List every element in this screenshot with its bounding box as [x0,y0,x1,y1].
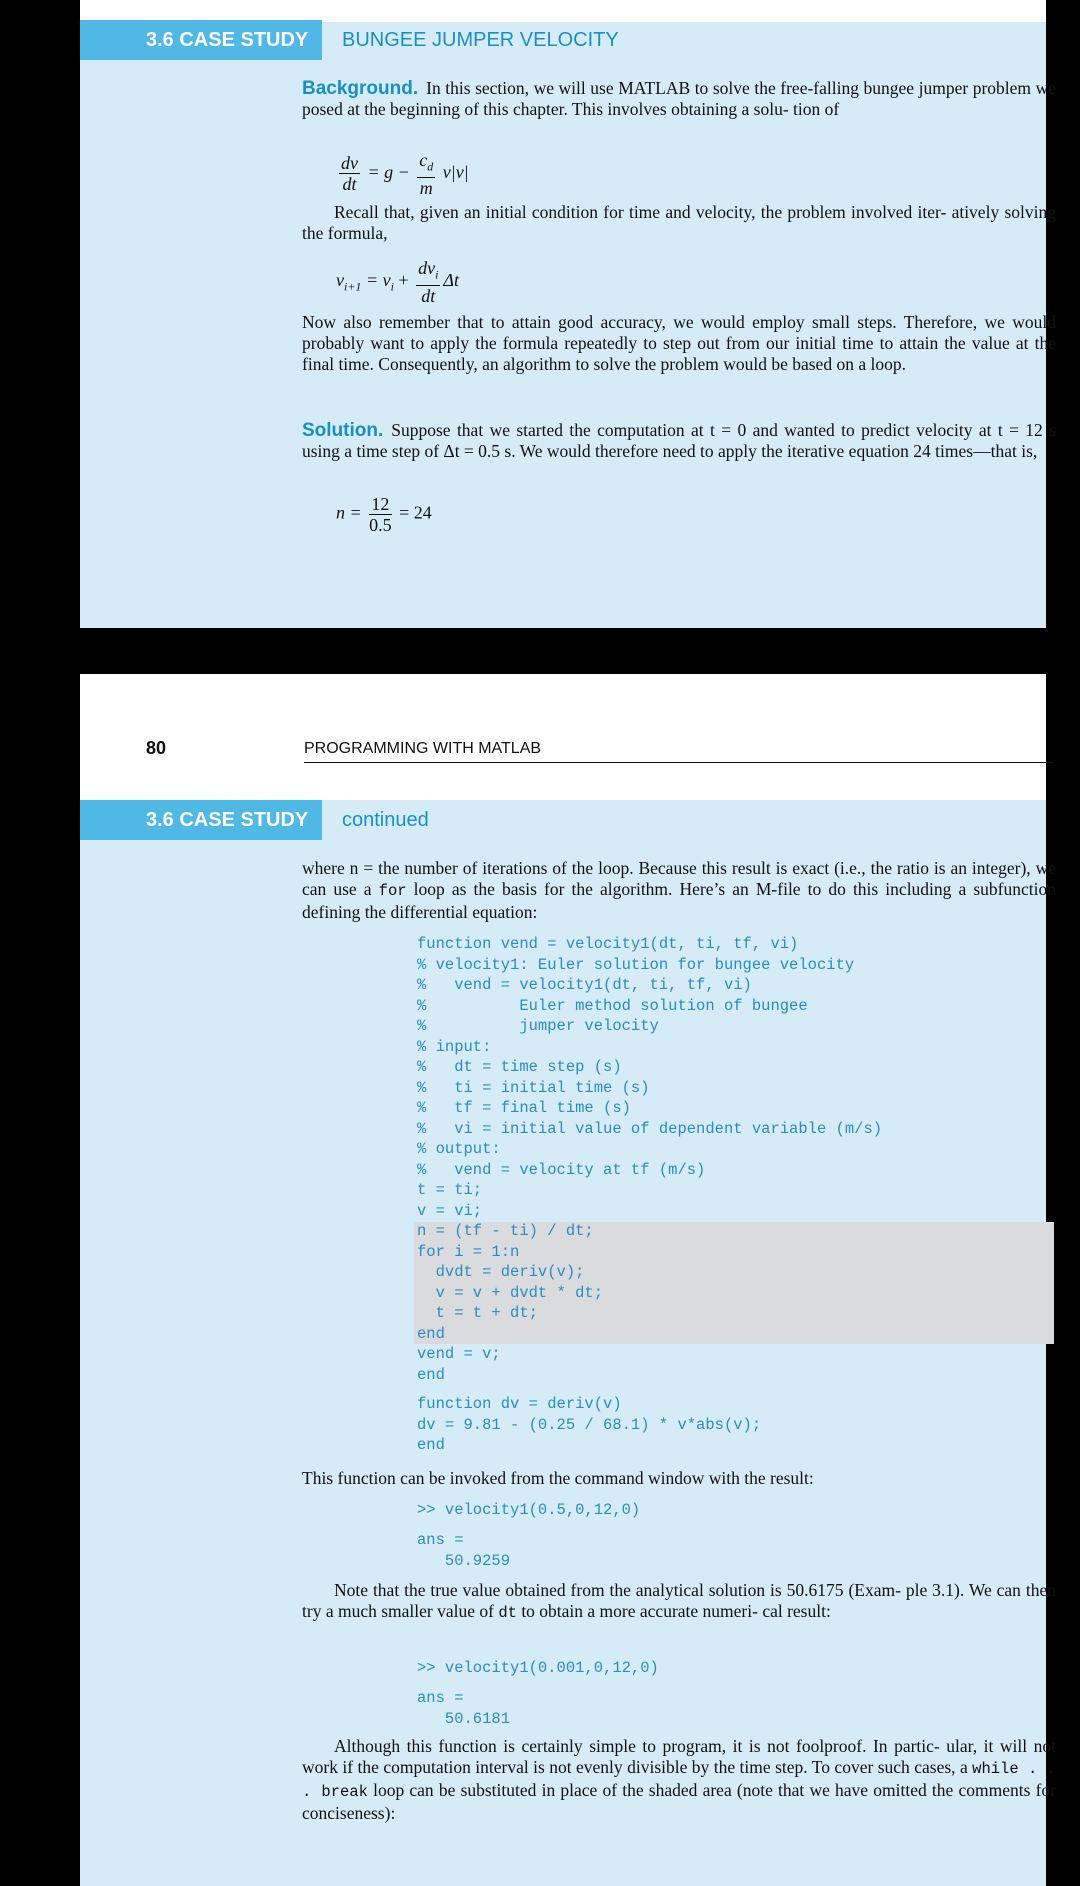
recall-paragraph: Recall that, given an initial condition for time and velocity, the problem involved iter- atively solving the formula, [302,202,1056,243]
top-white-strip [80,0,1046,22]
iterations-paragraph: where n = the number of iterations of the loop. Because this result is exact (i.e., the ratio is an integer), we can use a for loop as the basis for the algorithm. Here’s an M-file to do this including a subfunction defining the differential equation: [302,858,1056,922]
background-text: In this section, we will use MATLAB to solve the free-falling bungee jumper problem we posed at the beginning of this chapter. This involves obtaining a solu- tion of [302,78,1056,119]
command-call-1: >> velocity1(0.5,0,12,0) [417,1501,641,1519]
solution-paragraph [302,420,1056,462]
equation-n-iterations: n = $\frac{12}{0.5}$ = 24 [336,494,432,535]
note-paragraph: Note that the true value obtained from the analytical solution is 50.6175 (Exam- ple 3.1). We can then try a much smaller value of dt to obtain a more accurate numeri- cal result: [302,1580,1056,1622]
page-number: 80 [146,738,167,758]
case-study-tab: 3.6 CASE STUDY [80,20,322,60]
equation-dv-dt: $\frac{dv}{dt}$ = g − $\frac{c_d}{m}$ v|v| [341,150,469,198]
command-answer-1: ans = 50.9259 [417,1531,511,1570]
code-deriv-subfunction: function dv = deriv(v) dv = 9.81 - (0.25 / 68.1) * v*abs(v); end [417,1395,762,1454]
final-paragraph: Although this function is certainly simple to program, it is not foolproof. In partic- ular, it will not work if the computation interval is not evenly divisible by the time step. To cover such cases, a while . . . break loop can be substituted in place of the shaded area (note that we have omitted the comments for conciseness): [302,1736,1056,1823]
background-paragraph [302,78,1056,120]
case-study-continued-title: continued [342,809,429,831]
header-rule [304,762,1054,763]
now-paragraph: Now also remember that to attain good accuracy, we would employ small steps. Therefore, we would probably want to apply the formula repeatedly to step out from our initial time to attain the value at the final time. Consequently, an algorithm to solve the problem would be based on a loop. [302,312,1056,374]
case-study-panel-top [80,0,1056,628]
equation-euler-step: $v_{i+1} = v_i$ + $\frac{dv_i}{dt}$ Δt [336,258,459,306]
page-header [80,674,1046,800]
command-answer-2: ans = 50.6181 [417,1689,511,1728]
case-study-title: BUNGEE JUMPER VELOCITY [342,29,619,51]
solution-text: Suppose that we started the computation at t = 0 and wanted to predict velocity at t = 12 s using a time step of Δt = 0.5 s. We would therefore need to apply the iterative equation 24 times—that is, [302,420,1056,461]
case-study-panel-bottom [80,674,1056,1886]
solution-lead: Solution. [302,420,384,441]
invoke-paragraph: This function can be invoked from the command window with the result: [302,1468,814,1488]
running-head: PROGRAMMING WITH MATLAB [304,740,542,757]
command-call-2: >> velocity1(0.001,0,12,0) [417,1659,659,1677]
case-study-tab-continued: 3.6 CASE STUDY [80,800,322,840]
background-lead: Background. [302,78,419,99]
code-velocity1-function: function vend = velocity1(dt, ti, tf, vi) % velocity1: Euler solution for bungee velocity % vend = velocity1(dt, ti, tf, vi) % Euler method solution of bungee % jumper velocity % input: % dt = time step (s) % ti = initial time (s) % tf = final time (s) % vi = initial value of dependent variable (m/s) % output: % vend = velocity at tf (m/s) t = ti; v = vi; n = (tf - ti) / dt; for i = 1:n dvdt = deriv(v); v = v + dvdt * dt; t = t + dt; end vend = v; end [417,935,883,1384]
